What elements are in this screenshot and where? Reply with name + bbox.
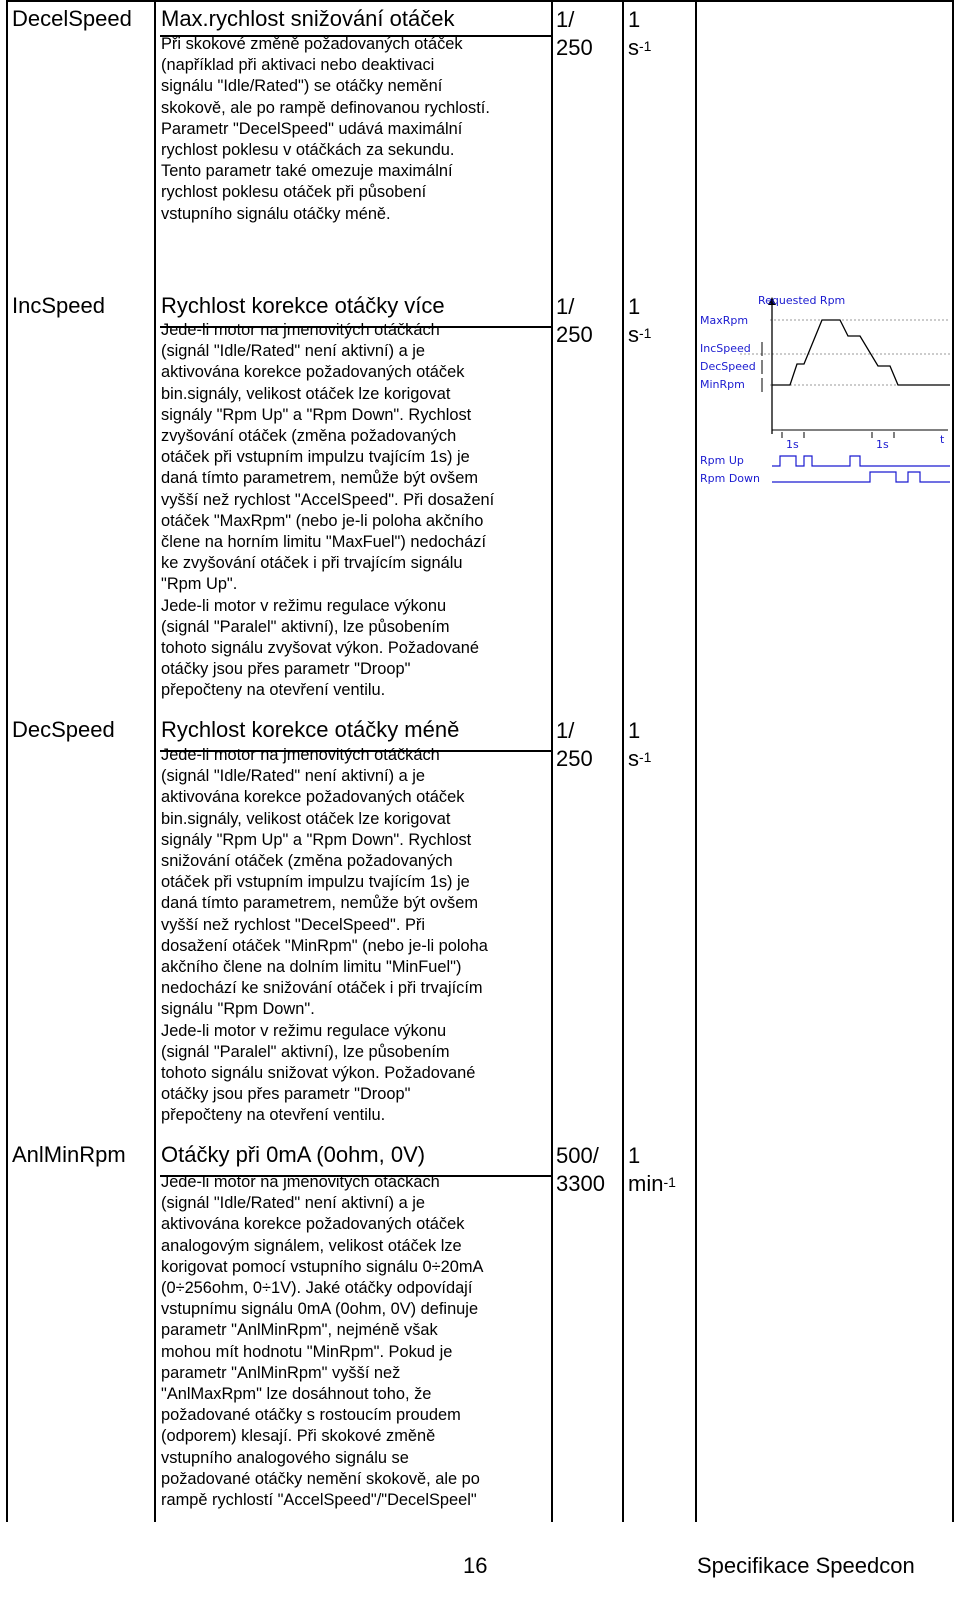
unit-base: 1 bbox=[628, 294, 641, 319]
rpm-down-signal bbox=[772, 472, 950, 482]
param-title: Otáčky při 0mA (0ohm, 0V) bbox=[161, 1142, 426, 1167]
decspeed-label: DecSpeed bbox=[700, 360, 756, 373]
rpm-up-signal bbox=[772, 456, 950, 466]
param-range: 500/ 3300 bbox=[556, 1143, 605, 1196]
param-description: Jede-li motor na jmenovitých otáčkách (signál "Idle/Rated" není aktivní) a je aktivována korekce požadovaných otáček bin.signály, velikost otáček lze korigovat signály "Rpm Up" a "Rpm Down". Rychlost zvyšování otáček (změna požadovaných otáček při vstupním impulzu tvajícím 1s) je daná tímto parametrem, nemůže být ovšem vyšší než rychlost "AccelSpeed". Při dosažení otáček "MaxRpm" (nebo je-li poloha akčního člene na horním limitu "MaxFuel") nedochází ke zvyšování otáček i při trvajícím signálu "Rpm Up". Jede-li motor v režimu regulace výkonu (signál "Paralel" aktivní), lze působením tohoto signálu zvyšovat výkon. Požadované otáčky jsou přes parametr "Droop" přepočteny na otevření ventilu. bbox=[161, 321, 495, 700]
param-title: Rychlost korekce otáčky více bbox=[161, 293, 445, 318]
unit-base: 1 bbox=[628, 718, 641, 743]
unit-symbol: s bbox=[628, 322, 639, 347]
unit-symbol: s bbox=[628, 35, 639, 60]
unit-base: 1 bbox=[628, 7, 641, 32]
unit-base: 1 bbox=[628, 1143, 641, 1168]
unit-exponent: -1 bbox=[639, 38, 652, 54]
param-name: DecSpeed bbox=[12, 717, 115, 742]
param-name: DecelSpeed bbox=[12, 6, 132, 31]
column-divider-3 bbox=[622, 0, 624, 1522]
param-title: Max.rychlost snižování otáček bbox=[161, 6, 455, 31]
param-range: 1/ 250 bbox=[556, 718, 593, 771]
column-divider-4 bbox=[695, 0, 697, 1522]
unit-symbol: min bbox=[628, 1171, 664, 1196]
table-border-left bbox=[6, 0, 8, 1522]
param-unit bbox=[628, 717, 651, 773]
table-border-top bbox=[6, 0, 954, 2]
param-description: Při skokové změně požadovaných otáček (například při aktivaci nebo deaktivaci signálu "Idle/Rated") se otáčky nemění skokově, ale po rampě definovanou rychlostí. Parametr "DecelSpeed" udává maximální rychlost poklesu v otáčkách za sekundu. Tento parametr také omezuje maximální rychlost poklesu otáček při působení vstupního signálu otáčky méně. bbox=[161, 35, 490, 223]
one-s-label: 1s bbox=[876, 438, 889, 451]
column-divider-2 bbox=[551, 0, 553, 1522]
requested-rpm-curve bbox=[772, 320, 950, 385]
page-number: 16 bbox=[463, 1553, 488, 1578]
param-description: Jede-li motor na jmenovitých otáčkách (signál "Idle/Rated" není aktivní) a je aktivována korekce požadovaných otáček bin.signály, velikost otáček lze korigovat signály "Rpm Up" a "Rpm Down". Rychlost snižování otáček (změna požadovaných otáček při vstupním impulzu tvajícím 1s) je daná tímto parametrem, nemůže být ovšem vyšší než rychlost "DecelSpeed". Při dosažení otáček "MinRpm" (nebo je-li poloha akčního člene na dolním limitu "MinFuel") nedochází ke snižování otáček i při trvajícím signálu "Rpm Down". Jede-li motor v režimu regulace výkonu (signál "Paralel" aktivní), lze působením tohoto signálu snižovat výkon. Požadované otáčky jsou přes parametr "Droop" přepočteny na otevření ventilu. bbox=[161, 746, 488, 1125]
param-unit bbox=[628, 6, 651, 62]
requested-rpm-label: Requested Rpm bbox=[758, 296, 846, 307]
rpm-down-label: Rpm Down bbox=[700, 472, 761, 485]
unit-exponent: -1 bbox=[639, 749, 652, 765]
param-name: IncSpeed bbox=[12, 293, 105, 318]
column-divider-1 bbox=[154, 0, 156, 1522]
param-description: Jede-li motor na jmenovitých otáčkách (signál "Idle/Rated" není aktivní) a je aktivována korekce požadovaných otáček analogovým signálem, velikost otáček lze korigovat pomocí vstupního signálu 0÷20mA (0÷256ohm, 0÷1V). Jaké otáčky odpovídají vstupnímu signálu 0mA (0ohm, 0V) definuje parametr "AnlMinRpm", nejméně však mohou mít hodnotu "MinRpm". Pokud je parametr "AnlMinRpm" vyšší než "AnlMaxRpm" lze dosáhnout toho, že požadované otáčky s rostoucím proudem (odporem) klesají. Při skokové změně vstupního analogového signálu se požadované otáčky nemění skokově, ale po rampě rychlostí "AccelSpeed"/"DecelSpeel" bbox=[161, 1173, 484, 1510]
param-title: Rychlost korekce otáčky méně bbox=[161, 717, 460, 742]
time-axis-label: t bbox=[940, 433, 945, 446]
one-s-label: 1s bbox=[786, 438, 799, 451]
param-name: AnlMinRpm bbox=[12, 1142, 126, 1167]
param-unit bbox=[628, 293, 651, 349]
unit-symbol: s bbox=[628, 746, 639, 771]
unit-exponent: -1 bbox=[663, 1174, 676, 1190]
document-title: Specifikace Speedcon bbox=[697, 1553, 915, 1578]
table-border-right bbox=[952, 0, 954, 1522]
unit-exponent: -1 bbox=[639, 325, 652, 341]
param-unit bbox=[628, 1142, 676, 1198]
maxrpm-label: MaxRpm bbox=[700, 314, 749, 327]
incspeed-label: IncSpeed bbox=[700, 342, 751, 355]
minrpm-label: MinRpm bbox=[700, 378, 745, 391]
rpm-up-label: Rpm Up bbox=[700, 454, 744, 467]
param-range: 1/ 250 bbox=[556, 294, 593, 347]
rpm-ramp-diagram bbox=[700, 296, 952, 501]
param-range: 1/ 250 bbox=[556, 7, 593, 60]
